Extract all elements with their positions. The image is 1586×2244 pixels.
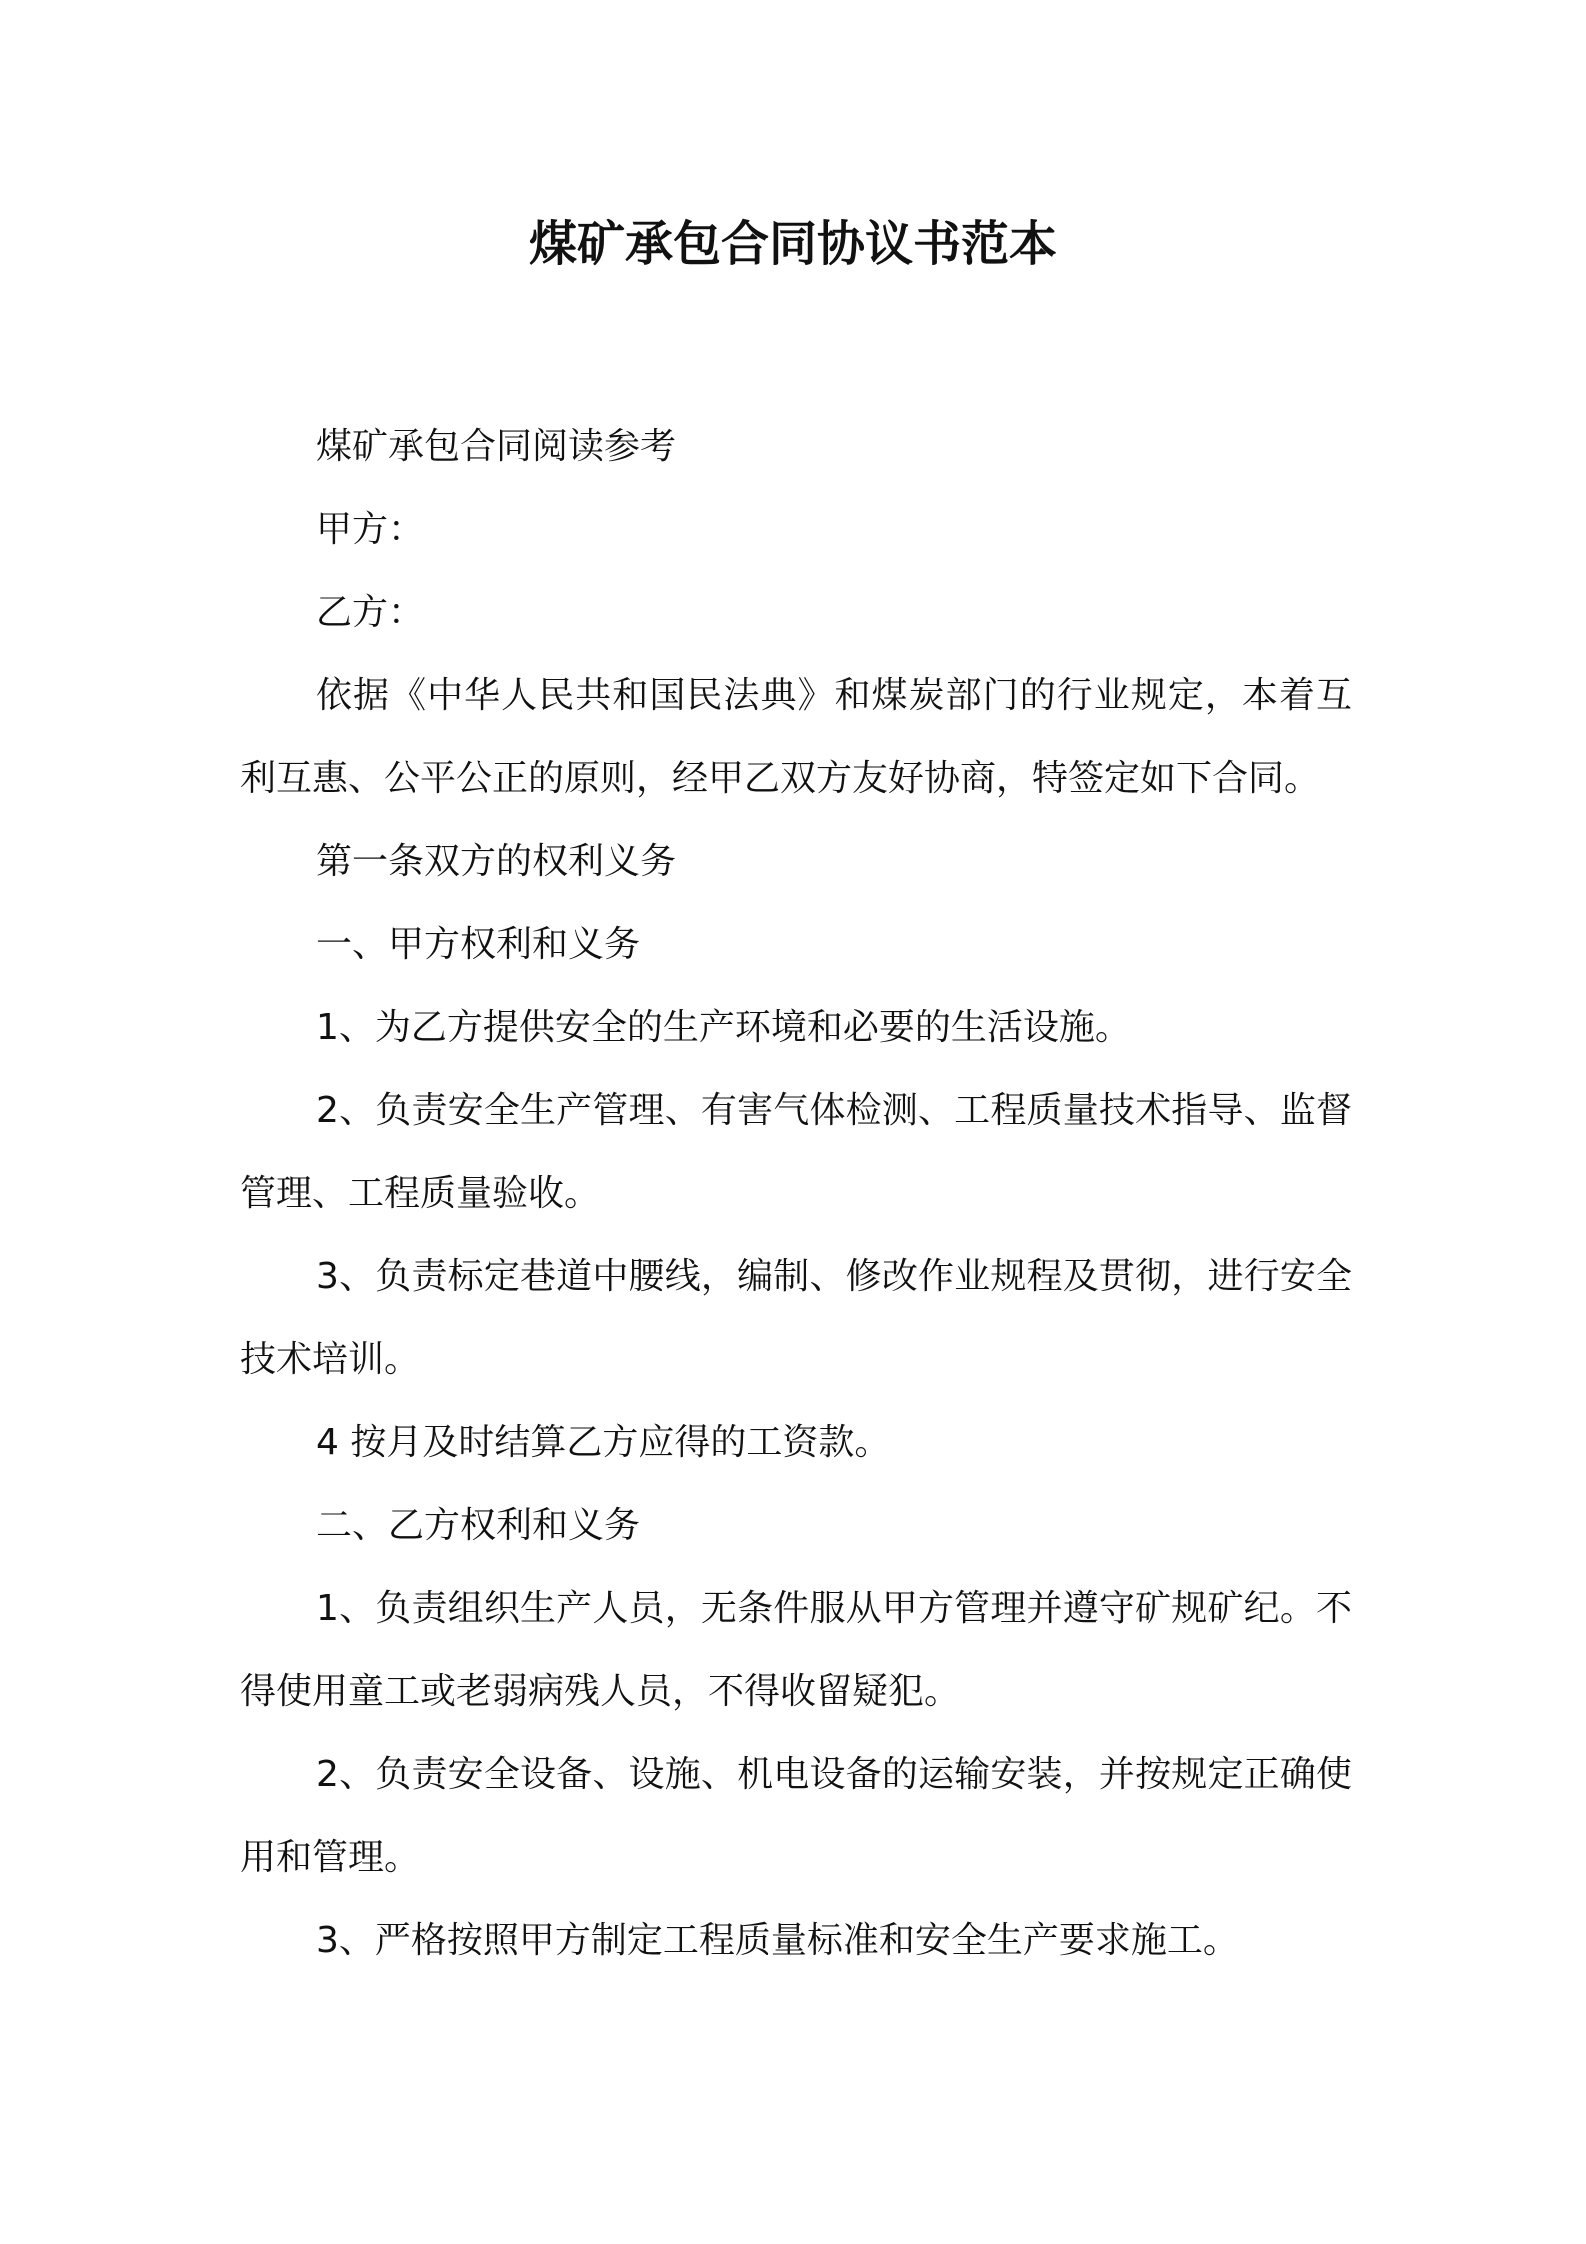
paragraph-article-1: 第一条双方的权利义务 (316, 841, 677, 882)
paragraph-b-item-3: 3、严格按照甲方制定工程质量标准和安全生产要求施工。 (316, 1920, 1239, 1961)
paragraph-a-item-2: 2、负责安全生产管理、有害气体检测、工程质量技术指导、监督管理、工程质量验收。 (240, 1090, 1352, 1214)
paragraph-reference: 煤矿承包合同阅读参考 (316, 426, 677, 467)
paragraph-a-item-1: 1、为乙方提供安全的生产环境和必要的生活设施。 (316, 1007, 1131, 1048)
document-body (240, 405, 1352, 1982)
paragraph-b-item-2: 2、负责安全设备、设施、机电设备的运输安装，并按规定正确使用和管理。 (240, 1754, 1352, 1878)
paragraph-b-item-1: 1、负责组织生产人员，无条件服从甲方管理并遵守矿规矿纪。不得使用童工或老弱病残人员，不得收留疑犯。 (240, 1588, 1352, 1712)
paragraph-a-item-4: 4 按月及时结算乙方应得的工资款。 (316, 1422, 891, 1463)
document-title: 煤矿承包合同协议书范本 (528, 216, 1057, 272)
paragraph-a-item-3: 3、负责标定巷道中腰线，编制、修改作业规程及贯彻，进行安全技术培训。 (240, 1256, 1352, 1380)
paragraph-preamble: 依据《中华人民共和国民法典》和煤炭部门的行业规定，本着互利互惠、公平公正的原则，经甲乙双方友好协商，特签定如下合同。 (240, 675, 1352, 799)
paragraph-party-a: 甲方： (316, 509, 425, 550)
paragraph-party-b: 乙方： (316, 592, 425, 633)
paragraph-section-a-heading: 一、甲方权利和义务 (316, 924, 641, 965)
paragraph-section-b-heading: 二、乙方权利和义务 (316, 1505, 641, 1546)
